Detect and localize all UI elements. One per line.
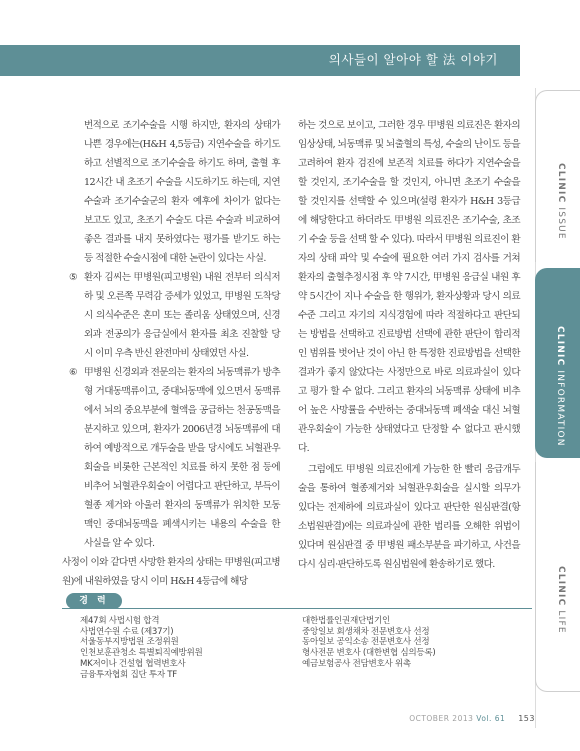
career-item: 대한법률인권재단법기인 bbox=[302, 616, 391, 626]
career-list-right bbox=[302, 616, 522, 670]
item-number: ⑤ bbox=[68, 272, 77, 283]
career-item: 인천보훈관청소 특별퇴직예방위원 bbox=[80, 648, 203, 659]
paragraph: 甲병원 신경외과 전문의는 환자의 뇌동맥류가 방추형 거대동맥류이고, 중대뇌동맥에 있으면서 동맥류에서 뇌의 중요부분에 혈액을 공급하는 천공동맥을 분지하고 있으며, 환자가 2006년경 뇌동맥류에 대하여 예방적으로 개두술을 받을 당시에도 뇌혈관우회술을 비롯한 근본적인 치료를 하지 못한 점 등에 비추어 뇌혈관우회술이 어렵다고 판단하고, 부득이 혈종 제거와 아울러 환자의 동맥류가 위치한 모동맥인 중대뇌동맥을 폐색시키는 내용의 수술을 한 사실을 알 수 있다. bbox=[84, 367, 280, 549]
career-item: 서울동부지방법원 조정위원 bbox=[80, 637, 179, 648]
paragraph: 번적으로 조기수술을 시행 하지만, 환자의 상태가 나쁜 경우에는(H&H 4,5등급) 지연수술을 하기도 하고 선별적으로 조기수술을 하기도 하며, 출혈 후 12시간 내 초조기 수술을 시도하기도 하는데, 지연수술과 조기수술군의 환자 예후에 차이가 없다는 보고도 있고, 초조기 수술도 다른 수술과 비교하여 좋은 결과를 내지 못하였다는 평가를 받기도 하는 등 적절한 수술시점에 대한 논란이 있다는 사실. bbox=[84, 120, 280, 264]
page-footer bbox=[409, 714, 535, 723]
volume-number: Vol. 61 bbox=[476, 714, 506, 723]
page-number: 153 bbox=[518, 714, 535, 723]
career-item: 동아일보 공익소송 전문변호사 선정 bbox=[302, 637, 430, 648]
career-item: 금융투자협회 집단 투자 TF bbox=[80, 669, 177, 680]
side-tab-clinic-issue[interactable] bbox=[535, 90, 580, 262]
side-tab-clinic-life[interactable] bbox=[535, 462, 580, 692]
side-tab-clinic-information[interactable] bbox=[535, 268, 580, 458]
list-item bbox=[62, 363, 280, 553]
career-item: 제47회 사법시험 합격 bbox=[80, 616, 160, 626]
career-item: 예금보험공사 전담변호사 위촉 bbox=[302, 658, 411, 669]
article-column-left bbox=[62, 116, 280, 591]
article-column-right bbox=[298, 116, 520, 574]
career-item: 형사전문 변호사 (대한변협 심의등록) bbox=[302, 648, 436, 659]
career-item: 중앙일보 회생채차 전문변호사 선정 bbox=[302, 626, 430, 637]
career-header bbox=[62, 593, 532, 609]
side-tab-label: CLINIC LIFE bbox=[556, 566, 566, 634]
career-heading: 경 력 bbox=[66, 593, 122, 609]
issue-date: OCTOBER 2013 bbox=[409, 714, 474, 723]
side-tab-label: CLINIC INFORMATION bbox=[555, 326, 565, 447]
paragraph: 하는 것으로 보이고, 그러한 경우 甲병원 의료진은 환자의 임상상태, 뇌동맥류 및 뇌출혈의 특성, 수술의 난이도 등을 고려하여 환자 검진에 보존적 치료를 하다가 지연수술을 할 것인지, 조기수술을 할 것인지, 아니면 초조기 수술을 할 것인지를 선택할 수 있으며(설령 환자가 H&H 3등급에 해당한다고 하더라도 甲병원 의료진은 조기수술, 초조기 수술 등을 선택 할 수 있다). 따라서 甲병원 의료진이 환자의 상태 파악 및 수술에 필요한 여러 가지 검사를 거쳐 환자의 출혈추정시점 후 약 7시간, 甲병원 응급실 내원 후 약 5시간이 지나 수술을 한 행위가, 환자상황과 당시 의료수준 그리고 자기의 지식경험에 따라 적절하다고 판단되는 방법을 선택하고 진료방법 선택에 관한 판단이 합리적인 범위를 벗어난 것이 아닌 한 특정한 진료방법을 선택한 결과가 좋지 않았다는 사정만으로 바로 의료과실이 있다고 평가 할 수 없다. 그리고 환자의 뇌동맥류 상태에 비추어 높은 사망률을 수반하는 중대뇌동맥 폐색술 대신 뇌혈관우회술이 가능한 상태였다고 단정할 수 없다고 판시했다. bbox=[298, 120, 520, 454]
paragraph: 환자 김씨는 甲병원(피고병원) 내원 전부터 의식저하 및 오른쪽 무력감 증세가 있었고, 甲병원 도착당시 의식수준은 혼미 또는 졸리움 상태였으며, 신경외과 전공의가 응급실에서 환자를 최초 진찰할 당시 이미 우측 반신 완전마비 상태였던 사실. bbox=[84, 272, 280, 359]
section-title: 의사들이 알아야 할 法 이야기 bbox=[328, 52, 498, 67]
item-number: ⑥ bbox=[68, 367, 77, 378]
career-list-left bbox=[80, 616, 280, 680]
side-tab-label: CLINIC ISSUE bbox=[556, 163, 566, 240]
list-item bbox=[62, 268, 280, 363]
paragraph: 그럼에도 甲병원 의료진에게 가능한 한 빨리 응급개두술을 통하여 혈종제거와 뇌혈관우회술을 실시할 의무가 있다는 전제하에 의료과실이 있다고 판단한 원심판결(항소법원판결)에는 의료과실에 관한 법리를 오해한 위법이 있다며 원심판결 중 甲병원 패소부분을 파기하고, 사건을 다시 심리·판단하도록 원심법원에 환송하기로 했다. bbox=[298, 464, 520, 570]
career-divider bbox=[62, 608, 532, 609]
career-item: MK저이나 건설협 협력변호사 bbox=[80, 658, 186, 669]
paragraph: 사정이 이와 같다면 사망한 환자의 상태는 甲병원(피고병원)에 내원하였을 당시 이미 H&H 4등급에 해당 bbox=[62, 557, 280, 587]
career-item: 사법연수원 수료 (제37기) bbox=[80, 626, 174, 637]
